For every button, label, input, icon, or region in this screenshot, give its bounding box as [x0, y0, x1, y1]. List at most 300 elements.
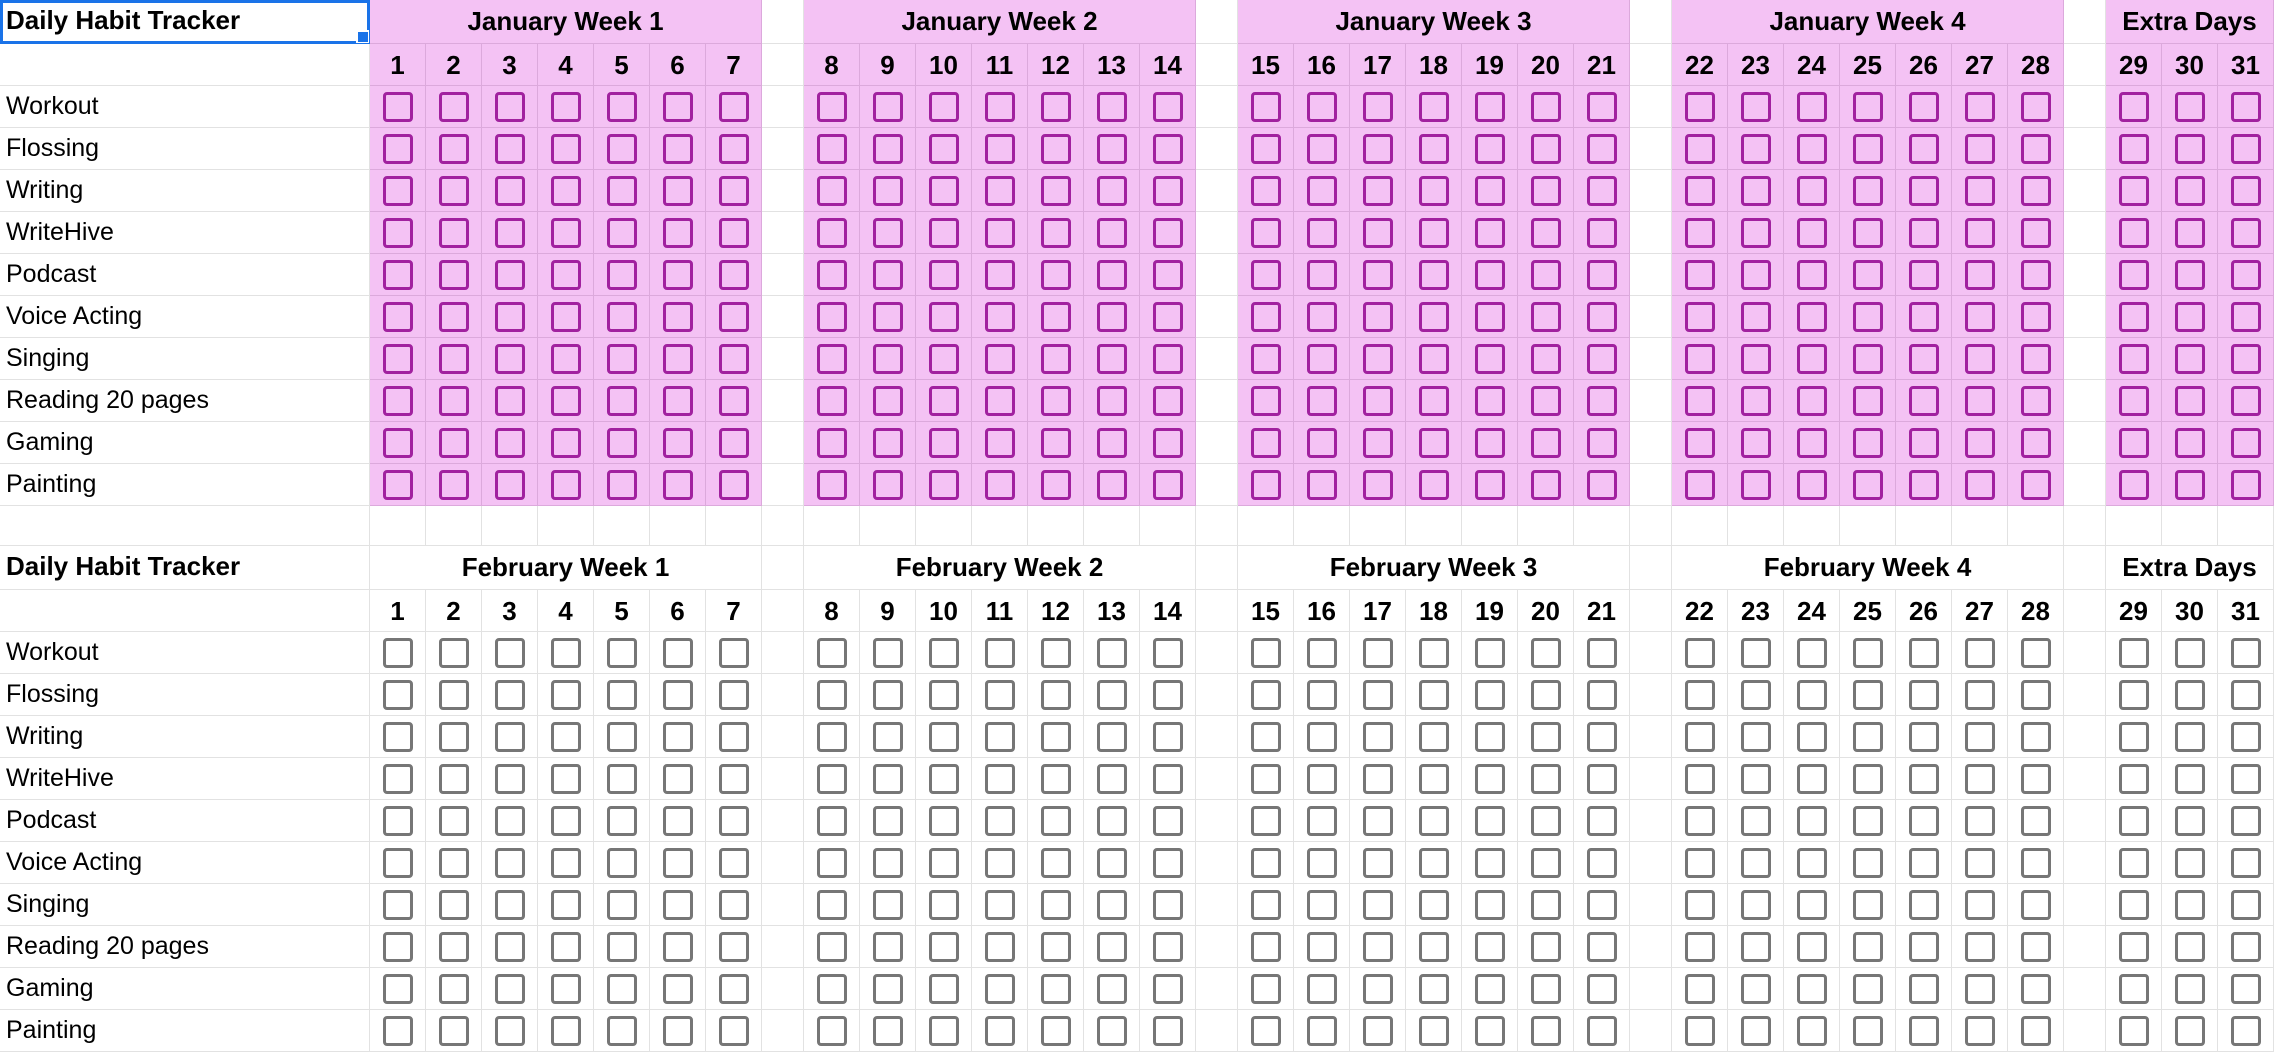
- habit-checkbox[interactable]: [1419, 176, 1449, 206]
- habit-checkbox[interactable]: [1531, 386, 1561, 416]
- habit-checkbox[interactable]: [663, 806, 693, 836]
- spacer-cell[interactable]: [2064, 968, 2106, 1010]
- checkbox-cell[interactable]: [1294, 464, 1350, 506]
- checkbox-cell[interactable]: [1084, 338, 1140, 380]
- habit-checkbox[interactable]: [1363, 848, 1393, 878]
- habit-checkbox[interactable]: [495, 848, 525, 878]
- checkbox-cell[interactable]: [482, 926, 538, 968]
- checkbox-cell[interactable]: [972, 296, 1028, 338]
- day-number[interactable]: 2: [426, 590, 482, 632]
- habit-checkbox[interactable]: [985, 1016, 1015, 1046]
- checkbox-cell[interactable]: [916, 758, 972, 800]
- spacer-cell[interactable]: [2064, 464, 2106, 506]
- habit-checkbox[interactable]: [663, 680, 693, 710]
- checkbox-cell[interactable]: [1784, 884, 1840, 926]
- habit-checkbox[interactable]: [817, 428, 847, 458]
- checkbox-cell[interactable]: [2106, 968, 2162, 1010]
- day-number[interactable]: 22: [1672, 44, 1728, 86]
- day-number[interactable]: 1: [370, 590, 426, 632]
- habit-checkbox[interactable]: [2175, 218, 2205, 248]
- habit-checkbox[interactable]: [1097, 932, 1127, 962]
- habit-checkbox[interactable]: [383, 1016, 413, 1046]
- checkbox-cell[interactable]: [916, 422, 972, 464]
- habit-checkbox[interactable]: [1251, 302, 1281, 332]
- habit-checkbox[interactable]: [2175, 764, 2205, 794]
- habit-checkbox[interactable]: [1909, 638, 1939, 668]
- spacer-cell[interactable]: [2064, 1010, 2106, 1052]
- spacer-cell[interactable]: [1196, 968, 1238, 1010]
- checkbox-cell[interactable]: [972, 968, 1028, 1010]
- checkbox-cell[interactable]: [1728, 758, 1784, 800]
- habit-checkbox[interactable]: [1041, 974, 1071, 1004]
- blank-row-cell[interactable]: [1630, 506, 1672, 546]
- habit-checkbox[interactable]: [663, 302, 693, 332]
- week-header[interactable]: January Week 2: [804, 0, 1196, 44]
- habit-checkbox[interactable]: [1097, 764, 1127, 794]
- habit-checkbox[interactable]: [719, 344, 749, 374]
- habit-checkbox[interactable]: [1153, 134, 1183, 164]
- checkbox-cell[interactable]: [594, 380, 650, 422]
- habit-checkbox[interactable]: [817, 974, 847, 1004]
- day-number[interactable]: 21: [1574, 590, 1630, 632]
- habit-checkbox[interactable]: [2119, 92, 2149, 122]
- checkbox-cell[interactable]: [1952, 926, 2008, 968]
- blank-row-cell[interactable]: [2162, 506, 2218, 546]
- checkbox-cell[interactable]: [1840, 884, 1896, 926]
- spacer-cell[interactable]: [762, 968, 804, 1010]
- checkbox-cell[interactable]: [426, 716, 482, 758]
- checkbox-cell[interactable]: [1784, 170, 1840, 212]
- week-header[interactable]: January Week 1: [370, 0, 762, 44]
- habit-checkbox[interactable]: [1251, 260, 1281, 290]
- checkbox-cell[interactable]: [370, 170, 426, 212]
- habit-checkbox[interactable]: [817, 470, 847, 500]
- habit-checkbox[interactable]: [607, 302, 637, 332]
- habit-checkbox[interactable]: [1153, 386, 1183, 416]
- checkbox-cell[interactable]: [1896, 842, 1952, 884]
- habit-checkbox[interactable]: [929, 92, 959, 122]
- habit-checkbox[interactable]: [1797, 848, 1827, 878]
- habit-checkbox[interactable]: [1307, 974, 1337, 1004]
- spacer-cell[interactable]: [1630, 926, 1672, 968]
- checkbox-cell[interactable]: [1294, 632, 1350, 674]
- checkbox-cell[interactable]: [370, 632, 426, 674]
- checkbox-cell[interactable]: [2218, 296, 2274, 338]
- habit-checkbox[interactable]: [1797, 176, 1827, 206]
- checkbox-cell[interactable]: [706, 464, 762, 506]
- habit-checkbox[interactable]: [1307, 344, 1337, 374]
- habit-checkbox[interactable]: [1587, 890, 1617, 920]
- checkbox-cell[interactable]: [2008, 884, 2064, 926]
- habit-checkbox[interactable]: [985, 848, 1015, 878]
- checkbox-cell[interactable]: [1350, 968, 1406, 1010]
- checkbox-cell[interactable]: [594, 716, 650, 758]
- habit-checkbox[interactable]: [607, 470, 637, 500]
- habit-checkbox[interactable]: [1853, 260, 1883, 290]
- checkbox-cell[interactable]: [1350, 1010, 1406, 1052]
- checkbox-cell[interactable]: [1728, 338, 1784, 380]
- checkbox-cell[interactable]: [972, 1010, 1028, 1052]
- habit-checkbox[interactable]: [1741, 680, 1771, 710]
- habit-checkbox[interactable]: [2021, 92, 2051, 122]
- checkbox-cell[interactable]: [1672, 296, 1728, 338]
- spacer-cell[interactable]: [2064, 212, 2106, 254]
- habit-checkbox[interactable]: [1097, 890, 1127, 920]
- checkbox-cell[interactable]: [916, 842, 972, 884]
- checkbox-cell[interactable]: [1840, 338, 1896, 380]
- habit-checkbox[interactable]: [2175, 806, 2205, 836]
- spacer-cell[interactable]: [1630, 128, 1672, 170]
- habit-checkbox[interactable]: [817, 680, 847, 710]
- checkbox-cell[interactable]: [804, 338, 860, 380]
- habit-checkbox[interactable]: [1041, 1016, 1071, 1046]
- checkbox-cell[interactable]: [370, 674, 426, 716]
- habit-checkbox[interactable]: [495, 470, 525, 500]
- habit-checkbox[interactable]: [1307, 764, 1337, 794]
- day-number[interactable]: 16: [1294, 44, 1350, 86]
- checkbox-cell[interactable]: [1518, 632, 1574, 674]
- habit-checkbox[interactable]: [873, 428, 903, 458]
- spacer-cell[interactable]: [1196, 296, 1238, 338]
- checkbox-cell[interactable]: [1294, 128, 1350, 170]
- checkbox-cell[interactable]: [916, 380, 972, 422]
- checkbox-cell[interactable]: [1462, 86, 1518, 128]
- habit-checkbox[interactable]: [1097, 806, 1127, 836]
- habit-checkbox[interactable]: [383, 386, 413, 416]
- checkbox-cell[interactable]: [1238, 170, 1294, 212]
- checkbox-cell[interactable]: [1140, 674, 1196, 716]
- checkbox-cell[interactable]: [972, 926, 1028, 968]
- spacer-cell[interactable]: [762, 254, 804, 296]
- spacer-cell[interactable]: [762, 86, 804, 128]
- habit-checkbox[interactable]: [929, 428, 959, 458]
- habit-checkbox[interactable]: [551, 470, 581, 500]
- habit-checkbox[interactable]: [495, 218, 525, 248]
- checkbox-cell[interactable]: [1952, 86, 2008, 128]
- habit-checkbox[interactable]: [607, 722, 637, 752]
- checkbox-cell[interactable]: [482, 1010, 538, 1052]
- habit-checkbox[interactable]: [1419, 932, 1449, 962]
- checkbox-cell[interactable]: [426, 758, 482, 800]
- checkbox-cell[interactable]: [860, 758, 916, 800]
- habit-checkbox[interactable]: [1251, 470, 1281, 500]
- habit-checkbox[interactable]: [495, 932, 525, 962]
- day-number[interactable]: 27: [1952, 590, 2008, 632]
- habit-checkbox[interactable]: [607, 176, 637, 206]
- habit-checkbox[interactable]: [1853, 932, 1883, 962]
- habit-checkbox[interactable]: [929, 638, 959, 668]
- checkbox-cell[interactable]: [972, 128, 1028, 170]
- habit-checkbox[interactable]: [551, 428, 581, 458]
- habit-checkbox[interactable]: [873, 806, 903, 836]
- checkbox-cell[interactable]: [2162, 674, 2218, 716]
- habit-checkbox[interactable]: [2021, 1016, 2051, 1046]
- checkbox-cell[interactable]: [2162, 758, 2218, 800]
- habit-checkbox[interactable]: [2175, 302, 2205, 332]
- checkbox-cell[interactable]: [1672, 212, 1728, 254]
- checkbox-cell[interactable]: [1840, 632, 1896, 674]
- checkbox-cell[interactable]: [650, 212, 706, 254]
- checkbox-cell[interactable]: [2106, 800, 2162, 842]
- habit-checkbox[interactable]: [1363, 1016, 1393, 1046]
- habit-checkbox[interactable]: [551, 176, 581, 206]
- habit-checkbox[interactable]: [607, 680, 637, 710]
- checkbox-cell[interactable]: [426, 86, 482, 128]
- habit-checkbox[interactable]: [1041, 932, 1071, 962]
- habit-checkbox[interactable]: [2119, 848, 2149, 878]
- checkbox-cell[interactable]: [804, 842, 860, 884]
- blank-row-cell[interactable]: [2064, 506, 2106, 546]
- habit-checkbox[interactable]: [1685, 134, 1715, 164]
- checkbox-cell[interactable]: [2218, 842, 2274, 884]
- checkbox-cell[interactable]: [1574, 422, 1630, 464]
- spacer-cell[interactable]: [762, 128, 804, 170]
- habit-checkbox[interactable]: [607, 1016, 637, 1046]
- checkbox-cell[interactable]: [482, 254, 538, 296]
- checkbox-cell[interactable]: [1784, 758, 1840, 800]
- checkbox-cell[interactable]: [804, 254, 860, 296]
- blank-row-cell[interactable]: [1728, 506, 1784, 546]
- checkbox-cell[interactable]: [972, 338, 1028, 380]
- empty-cell[interactable]: [0, 44, 370, 86]
- spacer-cell[interactable]: [762, 422, 804, 464]
- checkbox-cell[interactable]: [972, 254, 1028, 296]
- checkbox-cell[interactable]: [426, 338, 482, 380]
- habit-checkbox[interactable]: [1419, 890, 1449, 920]
- checkbox-cell[interactable]: [538, 128, 594, 170]
- habit-checkbox[interactable]: [1097, 974, 1127, 1004]
- habit-checkbox[interactable]: [439, 218, 469, 248]
- checkbox-cell[interactable]: [650, 716, 706, 758]
- habit-checkbox[interactable]: [719, 218, 749, 248]
- checkbox-cell[interactable]: [2218, 968, 2274, 1010]
- checkbox-cell[interactable]: [1462, 758, 1518, 800]
- checkbox-cell[interactable]: [706, 1010, 762, 1052]
- checkbox-cell[interactable]: [538, 884, 594, 926]
- checkbox-cell[interactable]: [1462, 674, 1518, 716]
- habit-checkbox[interactable]: [1041, 92, 1071, 122]
- checkbox-cell[interactable]: [1238, 758, 1294, 800]
- habit-checkbox[interactable]: [1307, 428, 1337, 458]
- checkbox-cell[interactable]: [1840, 254, 1896, 296]
- habit-checkbox[interactable]: [1307, 638, 1337, 668]
- habit-checkbox[interactable]: [1587, 932, 1617, 962]
- checkbox-cell[interactable]: [2218, 212, 2274, 254]
- checkbox-cell[interactable]: [1462, 338, 1518, 380]
- habit-checkbox[interactable]: [1153, 764, 1183, 794]
- checkbox-cell[interactable]: [1028, 338, 1084, 380]
- habit-checkbox[interactable]: [1363, 386, 1393, 416]
- habit-checkbox[interactable]: [383, 470, 413, 500]
- checkbox-cell[interactable]: [1784, 464, 1840, 506]
- checkbox-cell[interactable]: [1952, 716, 2008, 758]
- habit-checkbox[interactable]: [2021, 386, 2051, 416]
- checkbox-cell[interactable]: [1350, 422, 1406, 464]
- checkbox-cell[interactable]: [1896, 1010, 1952, 1052]
- spacer-cell[interactable]: [762, 590, 804, 632]
- spacer-cell[interactable]: [2064, 800, 2106, 842]
- checkbox-cell[interactable]: [1672, 422, 1728, 464]
- checkbox-cell[interactable]: [860, 842, 916, 884]
- habit-checkbox[interactable]: [1097, 176, 1127, 206]
- habit-checkbox[interactable]: [2231, 386, 2261, 416]
- day-number[interactable]: 12: [1028, 44, 1084, 86]
- habit-checkbox[interactable]: [2021, 848, 2051, 878]
- checkbox-cell[interactable]: [538, 674, 594, 716]
- checkbox-cell[interactable]: [706, 968, 762, 1010]
- checkbox-cell[interactable]: [1952, 464, 2008, 506]
- habit-checkbox[interactable]: [1363, 806, 1393, 836]
- habit-checkbox[interactable]: [929, 260, 959, 290]
- habit-checkbox[interactable]: [439, 134, 469, 164]
- spacer-cell[interactable]: [1630, 674, 1672, 716]
- checkbox-cell[interactable]: [1350, 716, 1406, 758]
- checkbox-cell[interactable]: [1728, 716, 1784, 758]
- blank-row-cell[interactable]: [1896, 506, 1952, 546]
- habit-checkbox[interactable]: [873, 344, 903, 374]
- habit-checkbox[interactable]: [1153, 428, 1183, 458]
- habit-checkbox[interactable]: [1853, 302, 1883, 332]
- habit-checkbox[interactable]: [1797, 470, 1827, 500]
- habit-checkbox[interactable]: [551, 260, 581, 290]
- checkbox-cell[interactable]: [370, 464, 426, 506]
- habit-checkbox[interactable]: [873, 764, 903, 794]
- habit-checkbox[interactable]: [383, 932, 413, 962]
- checkbox-cell[interactable]: [1140, 254, 1196, 296]
- blank-row-cell[interactable]: [2218, 506, 2274, 546]
- habit-checkbox[interactable]: [2175, 176, 2205, 206]
- habit-checkbox[interactable]: [439, 428, 469, 458]
- spacer-cell[interactable]: [2064, 632, 2106, 674]
- habit-checkbox[interactable]: [383, 176, 413, 206]
- habit-checkbox[interactable]: [1685, 470, 1715, 500]
- checkbox-cell[interactable]: [1840, 926, 1896, 968]
- habit-checkbox[interactable]: [2021, 344, 2051, 374]
- checkbox-cell[interactable]: [1518, 170, 1574, 212]
- habit-checkbox[interactable]: [1909, 974, 1939, 1004]
- habit-checkbox[interactable]: [1531, 1016, 1561, 1046]
- habit-checkbox[interactable]: [1251, 974, 1281, 1004]
- habit-checkbox[interactable]: [663, 722, 693, 752]
- habit-checkbox[interactable]: [1307, 932, 1337, 962]
- checkbox-cell[interactable]: [1028, 632, 1084, 674]
- habit-checkbox[interactable]: [1965, 260, 1995, 290]
- habit-checkbox[interactable]: [2231, 176, 2261, 206]
- checkbox-cell[interactable]: [426, 296, 482, 338]
- checkbox-cell[interactable]: [1462, 926, 1518, 968]
- habit-checkbox[interactable]: [2175, 428, 2205, 458]
- habit-checkbox[interactable]: [1475, 722, 1505, 752]
- checkbox-cell[interactable]: [1574, 296, 1630, 338]
- checkbox-cell[interactable]: [1784, 632, 1840, 674]
- checkbox-cell[interactable]: [860, 128, 916, 170]
- checkbox-cell[interactable]: [1952, 422, 2008, 464]
- checkbox-cell[interactable]: [2162, 716, 2218, 758]
- habit-checkbox[interactable]: [1041, 848, 1071, 878]
- habit-checkbox[interactable]: [1587, 260, 1617, 290]
- checkbox-cell[interactable]: [1672, 800, 1728, 842]
- habit-checkbox[interactable]: [817, 890, 847, 920]
- habit-checkbox[interactable]: [1853, 134, 1883, 164]
- checkbox-cell[interactable]: [804, 464, 860, 506]
- habit-checkbox[interactable]: [1363, 344, 1393, 374]
- checkbox-cell[interactable]: [1518, 716, 1574, 758]
- checkbox-cell[interactable]: [860, 464, 916, 506]
- habit-checkbox[interactable]: [2175, 932, 2205, 962]
- habit-checkbox[interactable]: [607, 218, 637, 248]
- checkbox-cell[interactable]: [1406, 674, 1462, 716]
- day-number[interactable]: 6: [650, 44, 706, 86]
- checkbox-cell[interactable]: [482, 716, 538, 758]
- habit-checkbox[interactable]: [1531, 344, 1561, 374]
- spacer-cell[interactable]: [2064, 128, 2106, 170]
- checkbox-cell[interactable]: [2218, 86, 2274, 128]
- habit-checkbox[interactable]: [929, 470, 959, 500]
- checkbox-cell[interactable]: [1028, 128, 1084, 170]
- checkbox-cell[interactable]: [2106, 380, 2162, 422]
- checkbox-cell[interactable]: [2008, 632, 2064, 674]
- checkbox-cell[interactable]: [426, 884, 482, 926]
- checkbox-cell[interactable]: [370, 338, 426, 380]
- checkbox-cell[interactable]: [650, 170, 706, 212]
- checkbox-cell[interactable]: [2106, 632, 2162, 674]
- habit-checkbox[interactable]: [1419, 806, 1449, 836]
- checkbox-cell[interactable]: [2162, 464, 2218, 506]
- habit-checkbox[interactable]: [663, 92, 693, 122]
- habit-checkbox[interactable]: [2231, 722, 2261, 752]
- checkbox-cell[interactable]: [1728, 800, 1784, 842]
- checkbox-cell[interactable]: [426, 926, 482, 968]
- checkbox-cell[interactable]: [1406, 86, 1462, 128]
- checkbox-cell[interactable]: [370, 128, 426, 170]
- checkbox-cell[interactable]: [1840, 800, 1896, 842]
- checkbox-cell[interactable]: [2162, 338, 2218, 380]
- checkbox-cell[interactable]: [2008, 254, 2064, 296]
- habit-checkbox[interactable]: [929, 890, 959, 920]
- checkbox-cell[interactable]: [482, 170, 538, 212]
- habit-checkbox[interactable]: [873, 848, 903, 878]
- checkbox-cell[interactable]: [1840, 296, 1896, 338]
- checkbox-cell[interactable]: [1896, 128, 1952, 170]
- checkbox-cell[interactable]: [1350, 884, 1406, 926]
- checkbox-cell[interactable]: [1406, 926, 1462, 968]
- habit-checkbox[interactable]: [1965, 134, 1995, 164]
- checkbox-cell[interactable]: [1728, 254, 1784, 296]
- checkbox-cell[interactable]: [1896, 968, 1952, 1010]
- habit-checkbox[interactable]: [719, 974, 749, 1004]
- habit-checkbox[interactable]: [1853, 428, 1883, 458]
- habit-checkbox[interactable]: [1909, 890, 1939, 920]
- habit-checkbox[interactable]: [551, 302, 581, 332]
- habit-checkbox[interactable]: [985, 680, 1015, 710]
- checkbox-cell[interactable]: [1406, 842, 1462, 884]
- habit-checkbox[interactable]: [1363, 722, 1393, 752]
- habit-checkbox[interactable]: [2119, 302, 2149, 332]
- habit-checkbox[interactable]: [1531, 890, 1561, 920]
- checkbox-cell[interactable]: [1294, 254, 1350, 296]
- spacer-cell[interactable]: [1196, 842, 1238, 884]
- blank-row-cell[interactable]: [1952, 506, 2008, 546]
- habit-checkbox[interactable]: [663, 344, 693, 374]
- habit-checkbox[interactable]: [719, 134, 749, 164]
- habit-checkbox[interactable]: [1797, 260, 1827, 290]
- checkbox-cell[interactable]: [1672, 464, 1728, 506]
- habit-checkbox[interactable]: [1251, 932, 1281, 962]
- habit-checkbox[interactable]: [985, 890, 1015, 920]
- checkbox-cell[interactable]: [1294, 86, 1350, 128]
- checkbox-cell[interactable]: [482, 380, 538, 422]
- checkbox-cell[interactable]: [1518, 464, 1574, 506]
